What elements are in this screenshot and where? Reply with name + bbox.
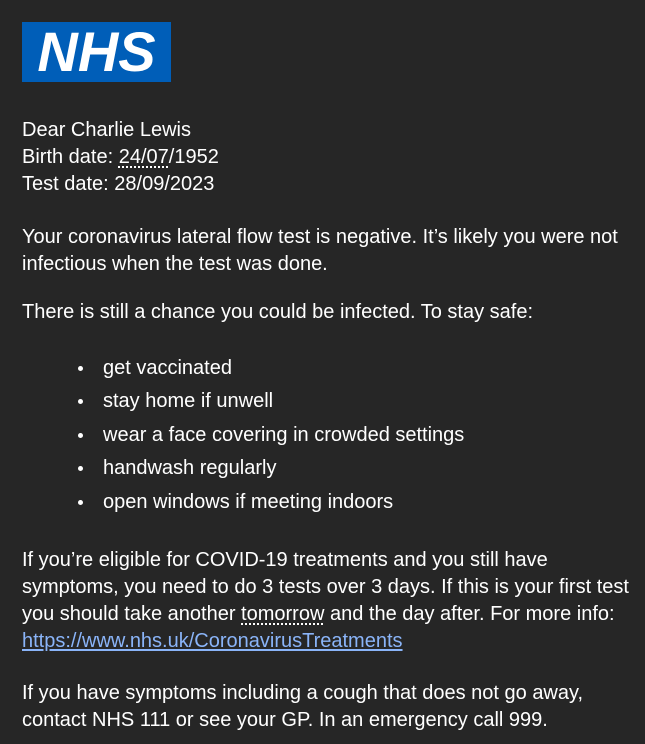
treatments-link[interactable]: https://www.nhs.uk/CoronavirusTreatments xyxy=(22,630,403,652)
list-item-text: get vaccinated xyxy=(103,357,232,379)
symptoms-paragraph: If you have symptoms including a cough that does not go away, contact NHS 111 or see your GP. In an emergency call 999. xyxy=(22,682,584,731)
bullet-icon xyxy=(78,399,83,404)
nhs-logo-text: NHS xyxy=(37,22,156,82)
birth-date-line xyxy=(22,144,219,171)
list-item-text: open windows if meeting indoors xyxy=(103,490,394,513)
birth-date-label: Birth date: xyxy=(22,146,119,168)
list-item xyxy=(22,489,464,522)
list-item-text: stay home if unwell xyxy=(103,390,274,413)
treatment-text-continued: and the day after. For more info: xyxy=(324,603,615,625)
bullet-icon xyxy=(78,466,83,471)
treatment-paragraph xyxy=(22,547,632,655)
test-date-value: 28/09/2023 xyxy=(114,173,215,195)
list-item xyxy=(22,355,464,388)
list-item xyxy=(22,422,464,455)
treatment-text: If you’re eligible for COVID-19 treatments and you still have symptoms, you need to do 3 tests over 3 days. If this is your first test you should take another xyxy=(22,549,629,625)
advice-intro: There is still a chance you could be infected. To stay safe: xyxy=(22,301,534,323)
test-date-line xyxy=(22,171,219,198)
list-item-text: handwash regularly xyxy=(103,457,277,480)
birth-date-detected-date[interactable]: 24/07 xyxy=(118,146,169,168)
test-date-label: Test date: xyxy=(22,173,115,195)
bullet-icon xyxy=(78,433,83,438)
nhs-logo-icon xyxy=(22,22,171,82)
nhs-logo xyxy=(22,22,171,82)
recipient-details xyxy=(22,117,219,198)
bullet-icon xyxy=(78,366,83,371)
list-item-text: wear a face covering in crowded settings xyxy=(103,423,465,446)
advice-list xyxy=(22,355,464,522)
result-paragraph: Your coronavirus lateral flow test is negative. It’s likely you were not infectious when the test was done. xyxy=(22,226,618,275)
list-item xyxy=(22,388,464,421)
list-item xyxy=(22,455,464,488)
tomorrow-detected-date[interactable]: tomorrow xyxy=(241,603,325,625)
bullet-icon xyxy=(78,500,83,505)
greeting-line: Dear Charlie Lewis xyxy=(22,119,191,141)
birth-date-year: /1952 xyxy=(168,146,219,168)
